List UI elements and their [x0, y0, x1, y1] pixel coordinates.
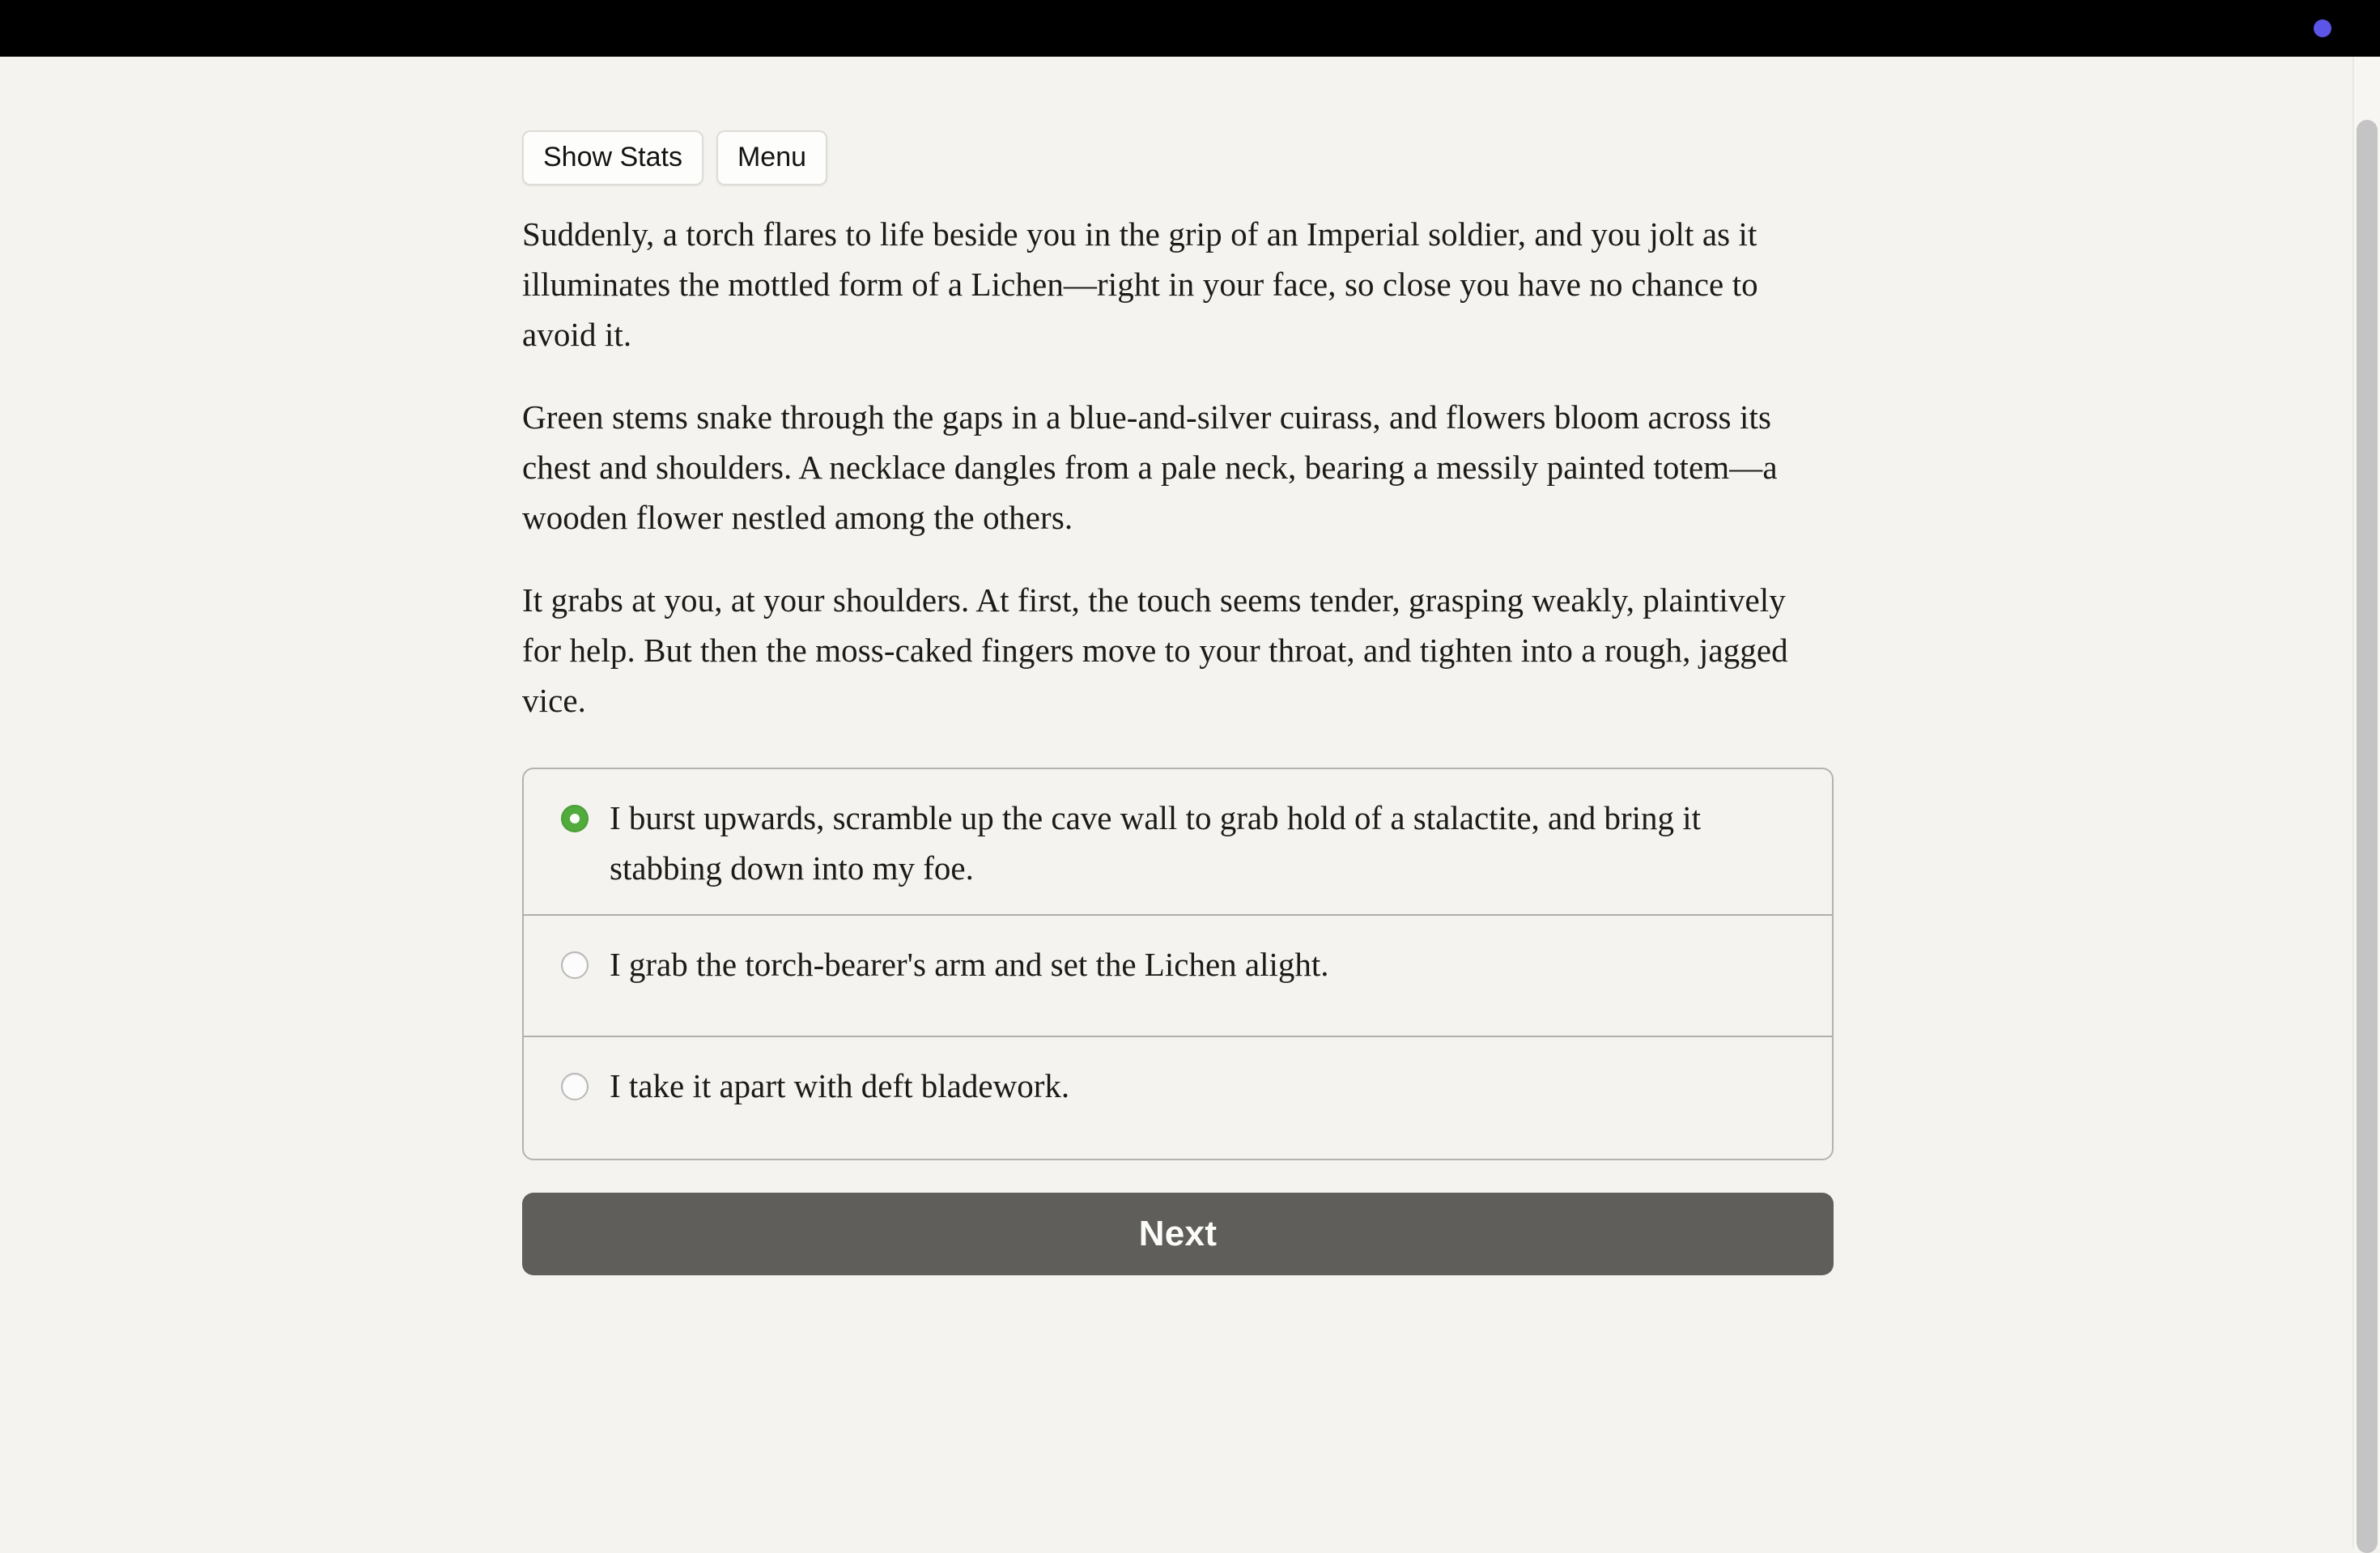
story-paragraph-3: It grabs at you, at your shoulders. At first, the touch seems tender, grasping weakly, plaintively for help. But then the moss-caked fingers move to your throat, and tighten into a rough, jagged vice.	[522, 581, 1788, 719]
choice-option-2[interactable]	[524, 916, 1832, 1037]
choice-list	[522, 768, 1834, 1160]
system-top-bar	[0, 0, 2380, 57]
radio-selected-icon[interactable]	[561, 805, 589, 832]
vertical-scrollbar-track[interactable]	[2352, 57, 2380, 1548]
menu-button[interactable]: Menu	[716, 130, 827, 185]
choice-option-1[interactable]	[524, 769, 1832, 916]
story-paragraph-2: Green stems snake through the gaps in a blue-and-silver cuirass, and flowers bloom across its chest and shoulders. A necklace dangles from a pale neck, bearing a messily painted totem—a wooden flower nestled among the others.	[522, 398, 1778, 536]
story-text	[522, 209, 1827, 725]
story-paragraph-1: Suddenly, a torch flares to life beside you in the grip of an Imperial soldier, and you jolt as it illuminates the mottled form of a Lichen—right in your face, so close you have no chance to avoid it.	[522, 215, 1758, 353]
radio-unselected-icon[interactable]	[561, 1073, 589, 1100]
recording-indicator-dot	[2314, 19, 2331, 37]
vertical-scrollbar-thumb[interactable]	[2357, 120, 2378, 1553]
next-button[interactable]: Next	[522, 1193, 1834, 1275]
radio-unselected-icon[interactable]	[561, 951, 589, 979]
choice-option-3[interactable]	[524, 1037, 1832, 1159]
show-stats-button[interactable]: Show Stats	[522, 130, 703, 185]
choice-option-2-label: I grab the torch-bearer's arm and set the Lichen alight.	[610, 946, 1329, 983]
choice-option-1-label: I burst upwards, scramble up the cave wall to grab hold of a stalactite, and bring it stabbing down into my foe.	[610, 799, 1702, 887]
toolbar	[522, 130, 827, 185]
choice-option-3-label: I take it apart with deft bladework.	[610, 1067, 1070, 1104]
